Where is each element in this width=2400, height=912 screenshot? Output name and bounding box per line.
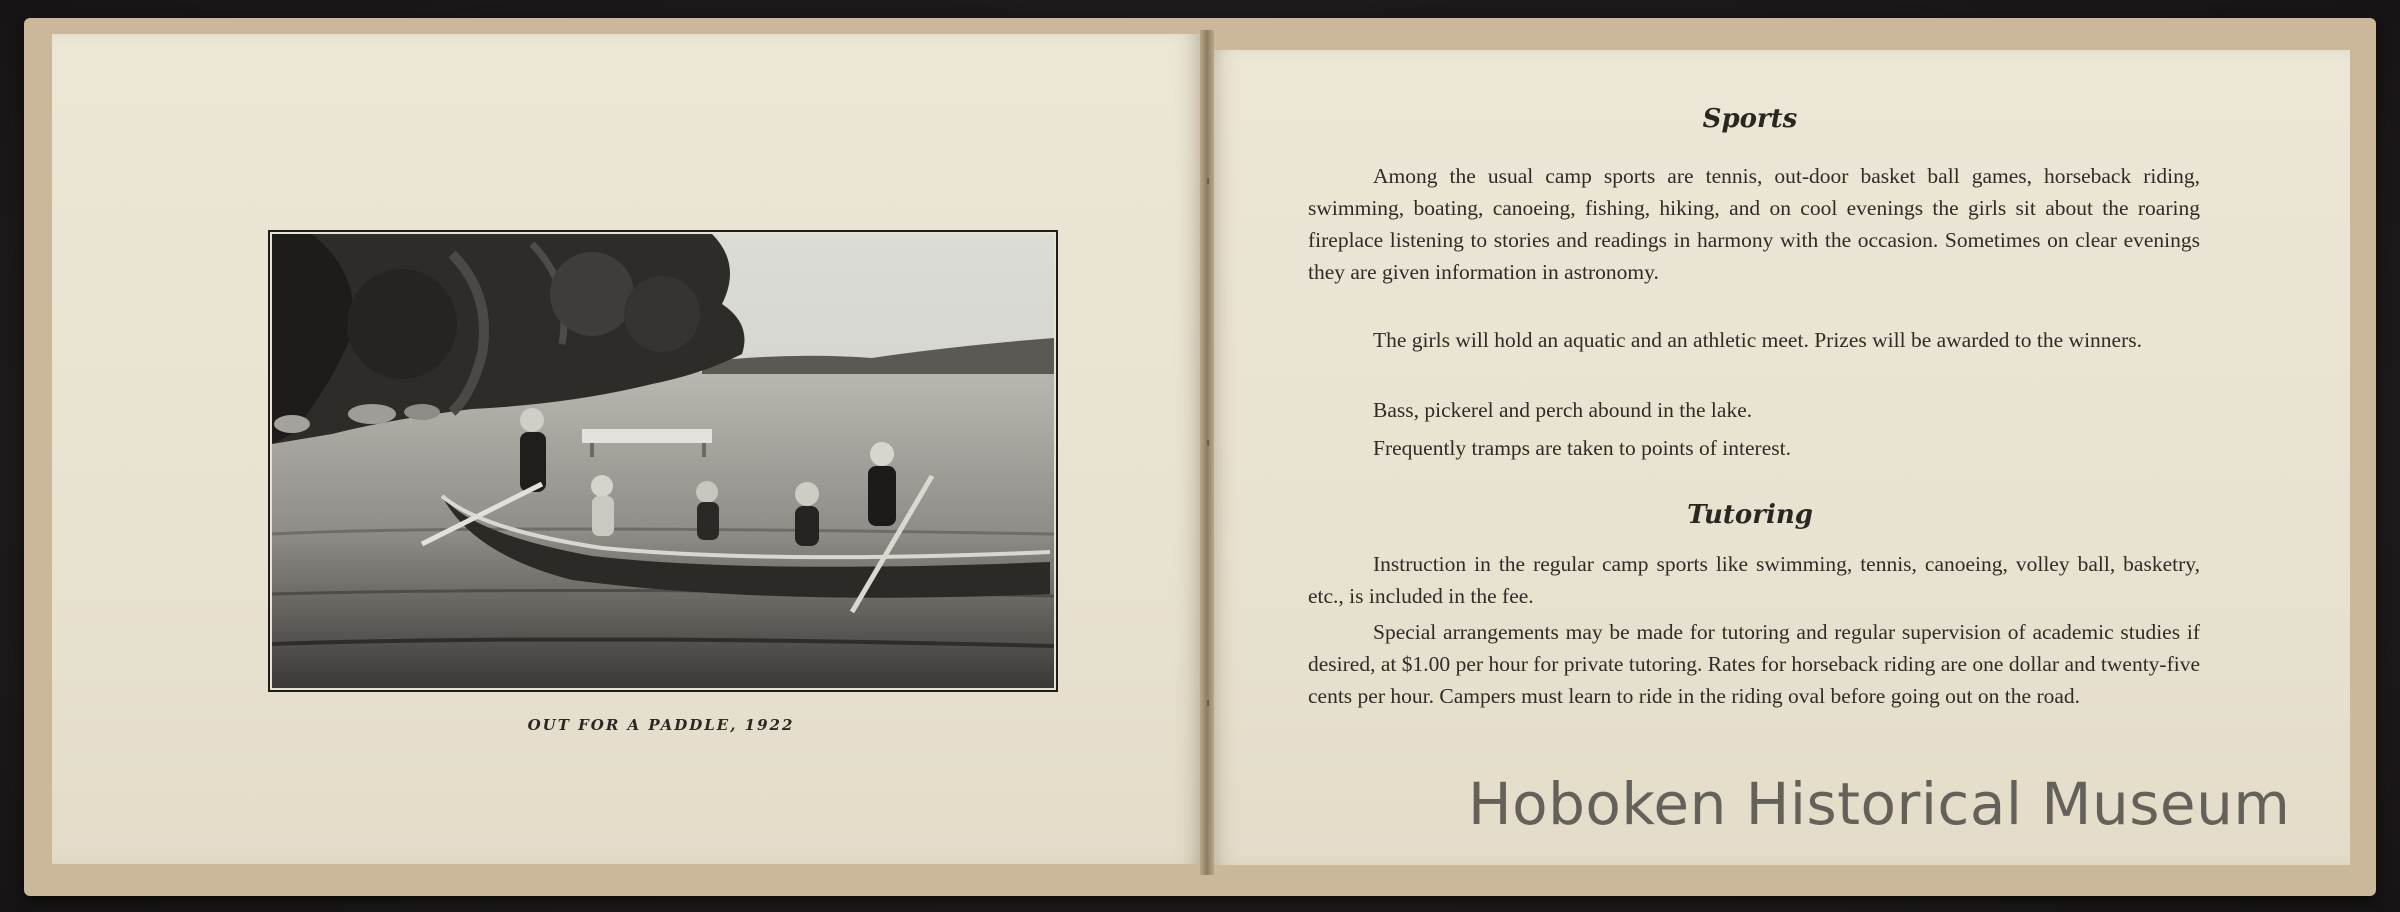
photo-frame — [268, 230, 1058, 692]
tutoring-paragraph-2: Special arrangements may be made for tutoring and regular supervision of academic studies if desired, at $1.00 per hour for private tutoring. Rates for horseback riding are one dollar and twenty-five cents per hour. Campers must learn to ride in the riding oval before going out on the road. — [1308, 620, 2200, 708]
sports-paragraph-1: Among the usual camp sports are tennis, out-door basket ball games, horseback riding, swimming, boating, canoeing, fishing, hiking, and on cool evenings the girls sit about the roaring fireplace listening to stories and readings in harmony with the occasion. Sometimes on clear evenings they are given information in astronomy. — [1308, 164, 2200, 284]
museum-watermark: Hoboken Historical Museum — [1468, 770, 2291, 838]
tutoring-paragraph-1: Instruction in the regular camp sports like swimming, tennis, canoeing, volley ball, basketry, etc., is included in the fee. — [1308, 552, 2200, 608]
tutoring-heading: Tutoring — [1687, 500, 1813, 530]
binding-stitch — [1207, 700, 1209, 706]
sports-paragraph-2: The girls will hold an aquatic and an athletic meet. Prizes will be awarded to the winners. — [1373, 328, 2142, 352]
binding-stitch — [1207, 440, 1209, 446]
photo-caption: OUT FOR A PADDLE, 1922 — [527, 716, 795, 734]
canoe-photo — [272, 234, 1054, 688]
binding-stitch — [1207, 178, 1209, 184]
sports-paragraph-4: Frequently tramps are taken to points of interest. — [1373, 436, 1791, 460]
sports-heading: Sports — [1702, 104, 1798, 134]
sports-paragraph-3: Bass, pickerel and perch abound in the lake. — [1373, 398, 1753, 422]
booklet-gutter — [1200, 30, 1214, 875]
